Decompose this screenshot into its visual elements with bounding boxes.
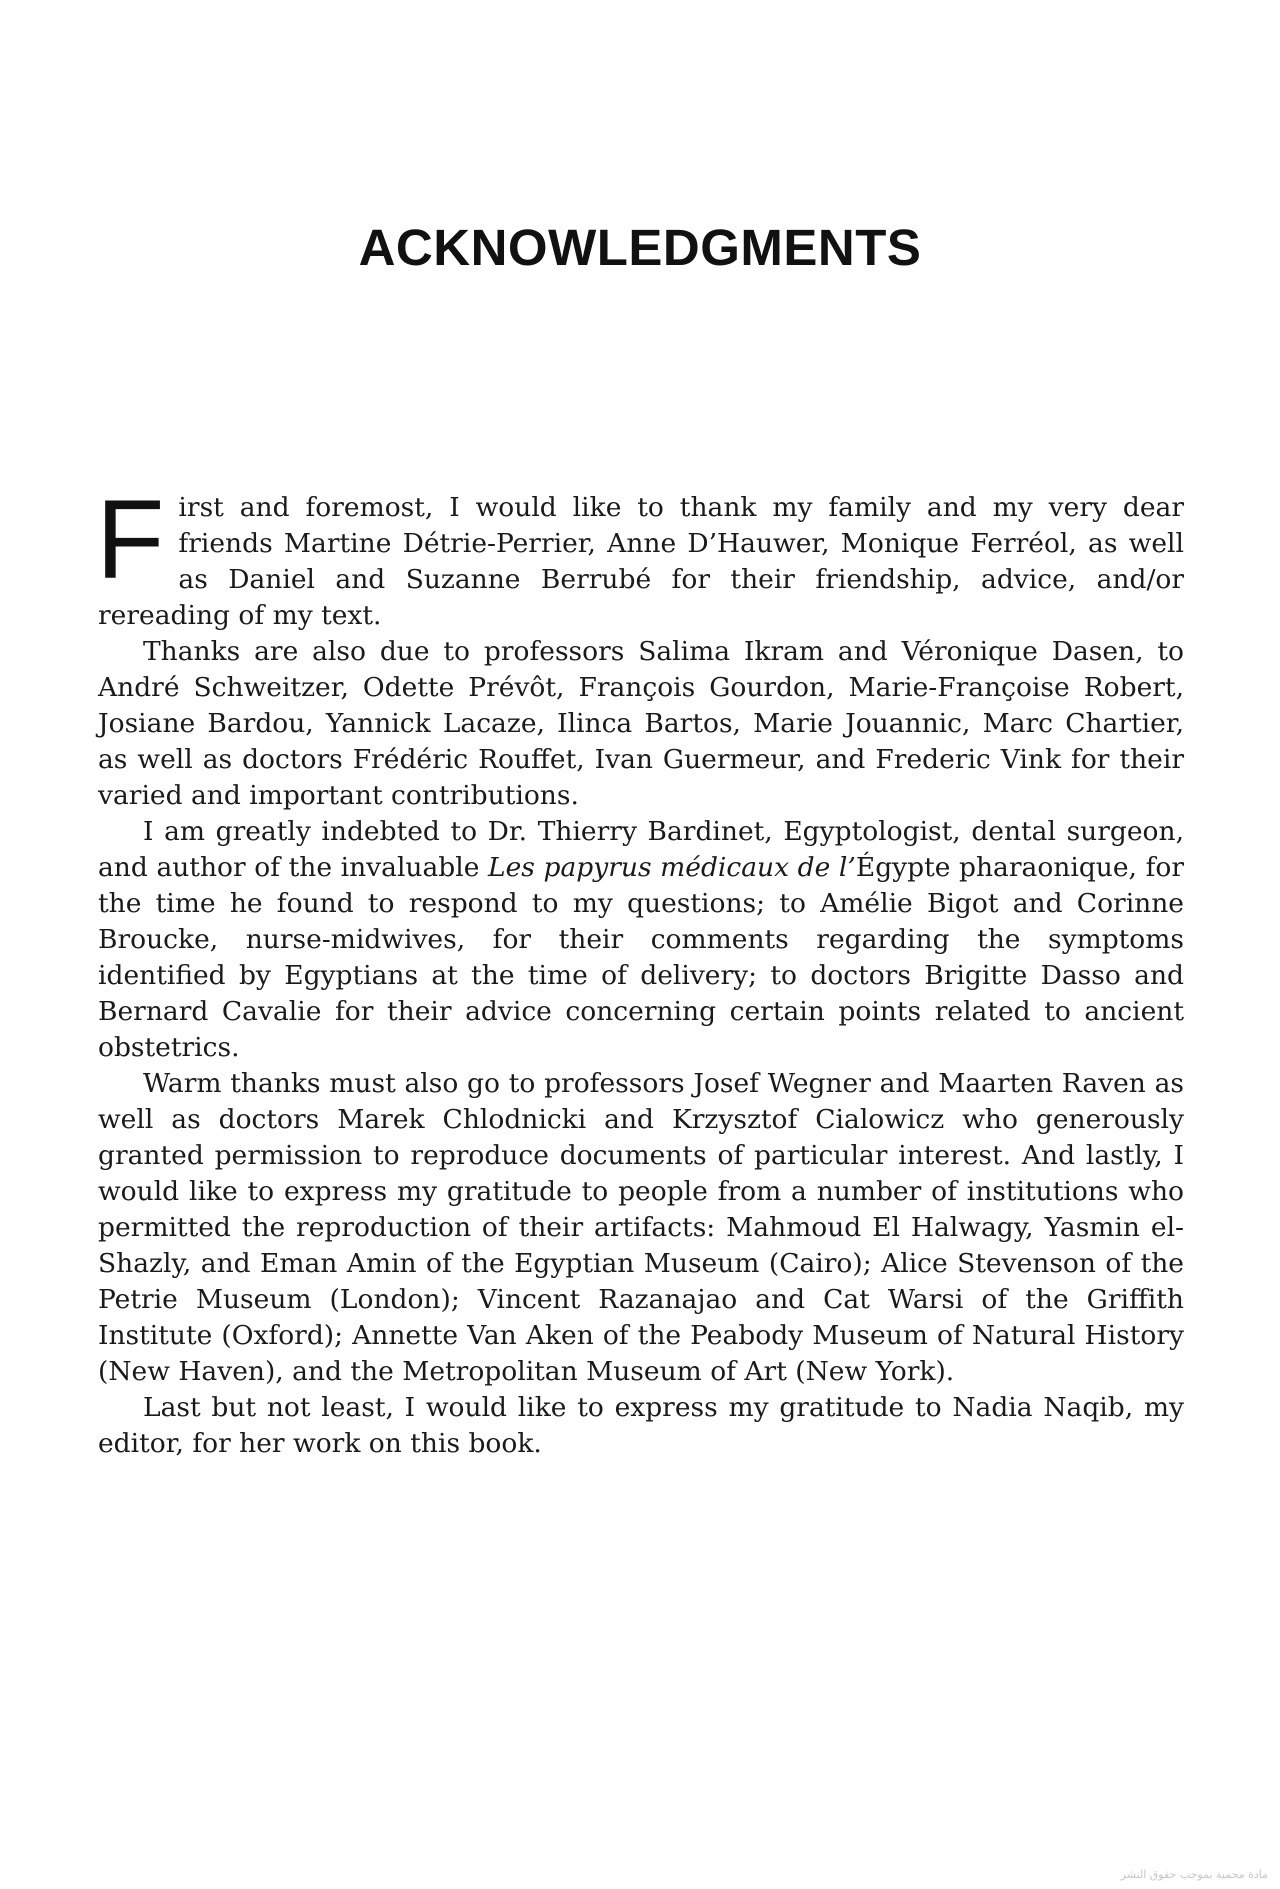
paragraph-family-friends xyxy=(96,477,1184,634)
drop-cap-letter: F xyxy=(96,477,165,602)
page-title: ACKNOWLEDGMENTS xyxy=(358,219,922,276)
paragraph-editor: Last but not least, I would like to express my gratitude to Nadia Naqib, my editor, for her work on this book. xyxy=(98,1392,1184,1459)
paragraph-professors: Thanks are also due to professors Salima Ikram and Véronique Dasen, to André Schweitzer, Odette Prévôt, François Gourdon, Marie-Françoise Robert, Josiane Bardou, Yannick Lacaze, Ilinca Bartos, Marie Jouannic, Marc Chartier, as well as doctors Frédéric Rouffet, Ivan Guermeur, and Frederic Vink for their varied and important contributions. xyxy=(98,636,1184,811)
book-title-italic: Les papyrus médicaux de l’ xyxy=(488,852,856,883)
paragraph-text-after: Égypte pharaonique, for the time he found to respond to my questions; to Amélie Bigot and Corinne Broucke, nurse-midwives, for their comments regarding the symptoms identified by Egyptians at the time of delivery; to doctors Brigitte Dasso and Bernard Cavalie for their advice concerning certain points related to ancient obstetrics. xyxy=(98,852,1184,1063)
paragraph-text: irst and foremost, I would like to thank my family and my very dear friends Martine Détrie-Perrier, Anne D’Hauwer, Monique Ferréol, as well as Daniel and Suzanne Berrubé for their friendship, advice, and/or rereading of my text. xyxy=(98,492,1184,631)
paragraph-text-before: I am greatly indebted to Dr. Thierry Bardinet, Egyptologist, dental surgeon, and author of the invaluable xyxy=(98,816,1184,883)
copyright-watermark: مادة محمية بموجب حقوق النشر xyxy=(1120,1868,1268,1881)
paragraph-institutions: Warm thanks must also go to professors Josef Wegner and Maarten Raven as well as doctors Marek Chlodnicki and Krzysztof Cialowicz who generously granted permission to reproduce documents of particular interest. And lastly, I would like to express my gratitude to people from a number of institutions who permitted the reproduction of their artifacts: Mahmoud El Halwagy, Yasmin el-Shazly, and Eman Amin of the Egyptian Museum (Cairo); Alice Stevenson of the Petrie Museum (London); Vincent Razanajao and Cat Warsi of the Griffith Institute (Oxford); Annette Van Aken of the Peabody Museum of Natural History (New Haven), and the Metropolitan Museum of Art (New York). xyxy=(98,1068,1184,1387)
acknowledgments-body xyxy=(96,477,1184,1462)
paragraph-bardinet xyxy=(98,814,1184,1066)
